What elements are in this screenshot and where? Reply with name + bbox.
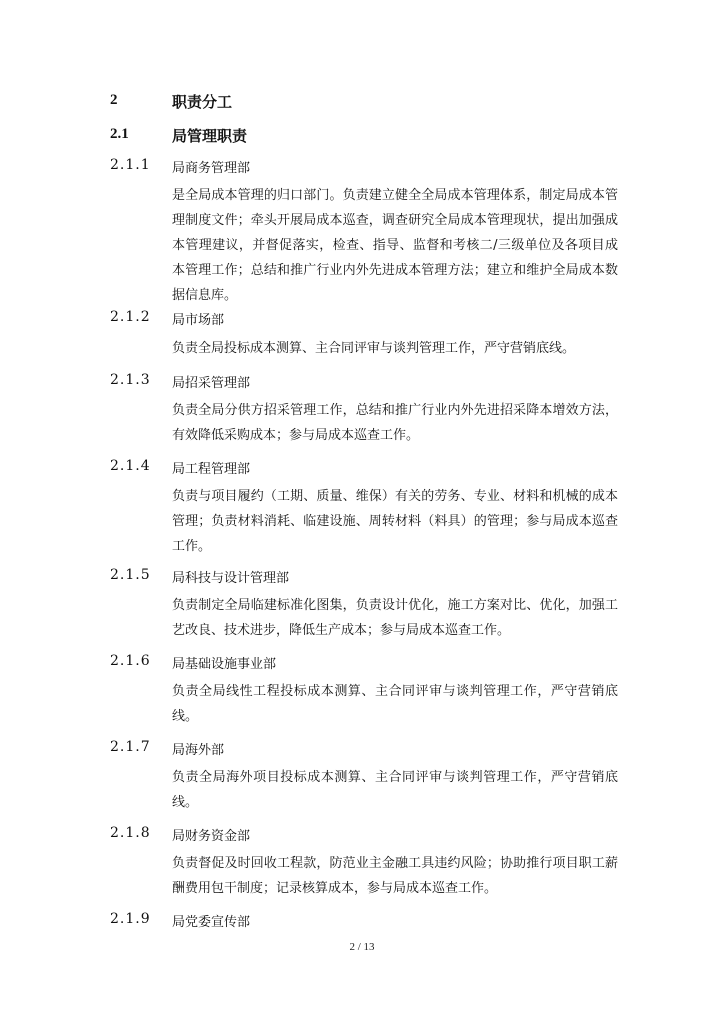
section-number: 2 (110, 92, 118, 108)
item-number: 2.1.7 (110, 739, 151, 755)
item-body: 负责全局海外项目投标成本测算、主合同评审与谈判管理工作，严守营销底线。 (172, 770, 618, 810)
item-body: 负责督促及时回收工程款，防范业主金融工具违约风险；协助推行项目职工薪酬费用包干制度；记录核算成本，参与局成本巡查工作。 (172, 856, 618, 896)
item-title: 局财务资金部 (172, 829, 251, 844)
item-number: 2.1.8 (110, 825, 151, 841)
item-body: 负责制定全局临建标准化图集，负责设计优化，施工方案对比、优化，加强工艺改良、技术进步，降低生产成本；参与局成本巡查工作。 (172, 598, 618, 638)
page-number: 2 / 13 (349, 941, 375, 953)
item-body: 负责全局投标成本测算、主合同评审与谈判管理工作，严守营销底线。 (172, 341, 576, 356)
item-title: 局基础设施事业部 (172, 657, 277, 672)
item-number: 2.1.5 (110, 567, 151, 583)
item-number: 2.1.6 (110, 653, 151, 669)
item-title: 局招采管理部 (172, 376, 251, 391)
item-title: 局党委宣传部 (172, 915, 251, 930)
item-body: 是全局成本管理的归口部门。负责建立健全全局成本管理体系，制定局成本管理制度文件；牵头开展局成本巡查，调查研究全局成本管理现状，提出加强成本管理建议，并督促落实，检查、指导、监督和考核二/三级单位及各项目成本管理工作；总结和推广行业内外先进成本管理方法；建立和维护全局成本数据信息库。 (172, 188, 618, 303)
item-number: 2.1.3 (110, 372, 151, 388)
item-title: 局市场部 (172, 313, 225, 328)
item-number: 2.1.2 (110, 309, 151, 325)
item-number: 2.1.9 (110, 911, 151, 927)
item-number: 2.1.4 (110, 458, 151, 474)
item-title: 局科技与设计管理部 (172, 571, 290, 586)
item-title: 局商务管理部 (172, 161, 251, 176)
item-body: 负责全局分供方招采管理工作，总结和推广行业内外先进招采降本增效方法，有效降低采购成本；参与局成本巡查工作。 (172, 403, 618, 443)
item-body: 负责与项目履约（工期、质量、维保）有关的劳务、专业、材料和机械的成本管理；负责材料消耗、临建设施、周转材料（料具）的管理；参与局成本巡查工作。 (172, 489, 618, 554)
item-title: 局海外部 (172, 743, 225, 758)
section-title: 职责分工 (172, 93, 233, 111)
item-number: 2.1.1 (110, 157, 151, 173)
subsection-number: 2.1 (110, 126, 129, 142)
item-body: 负责全局线性工程投标成本测算、主合同评审与谈判管理工作，严守营销底线。 (172, 684, 618, 724)
item-title: 局工程管理部 (172, 462, 251, 477)
subsection-title: 局管理职责 (172, 127, 248, 145)
